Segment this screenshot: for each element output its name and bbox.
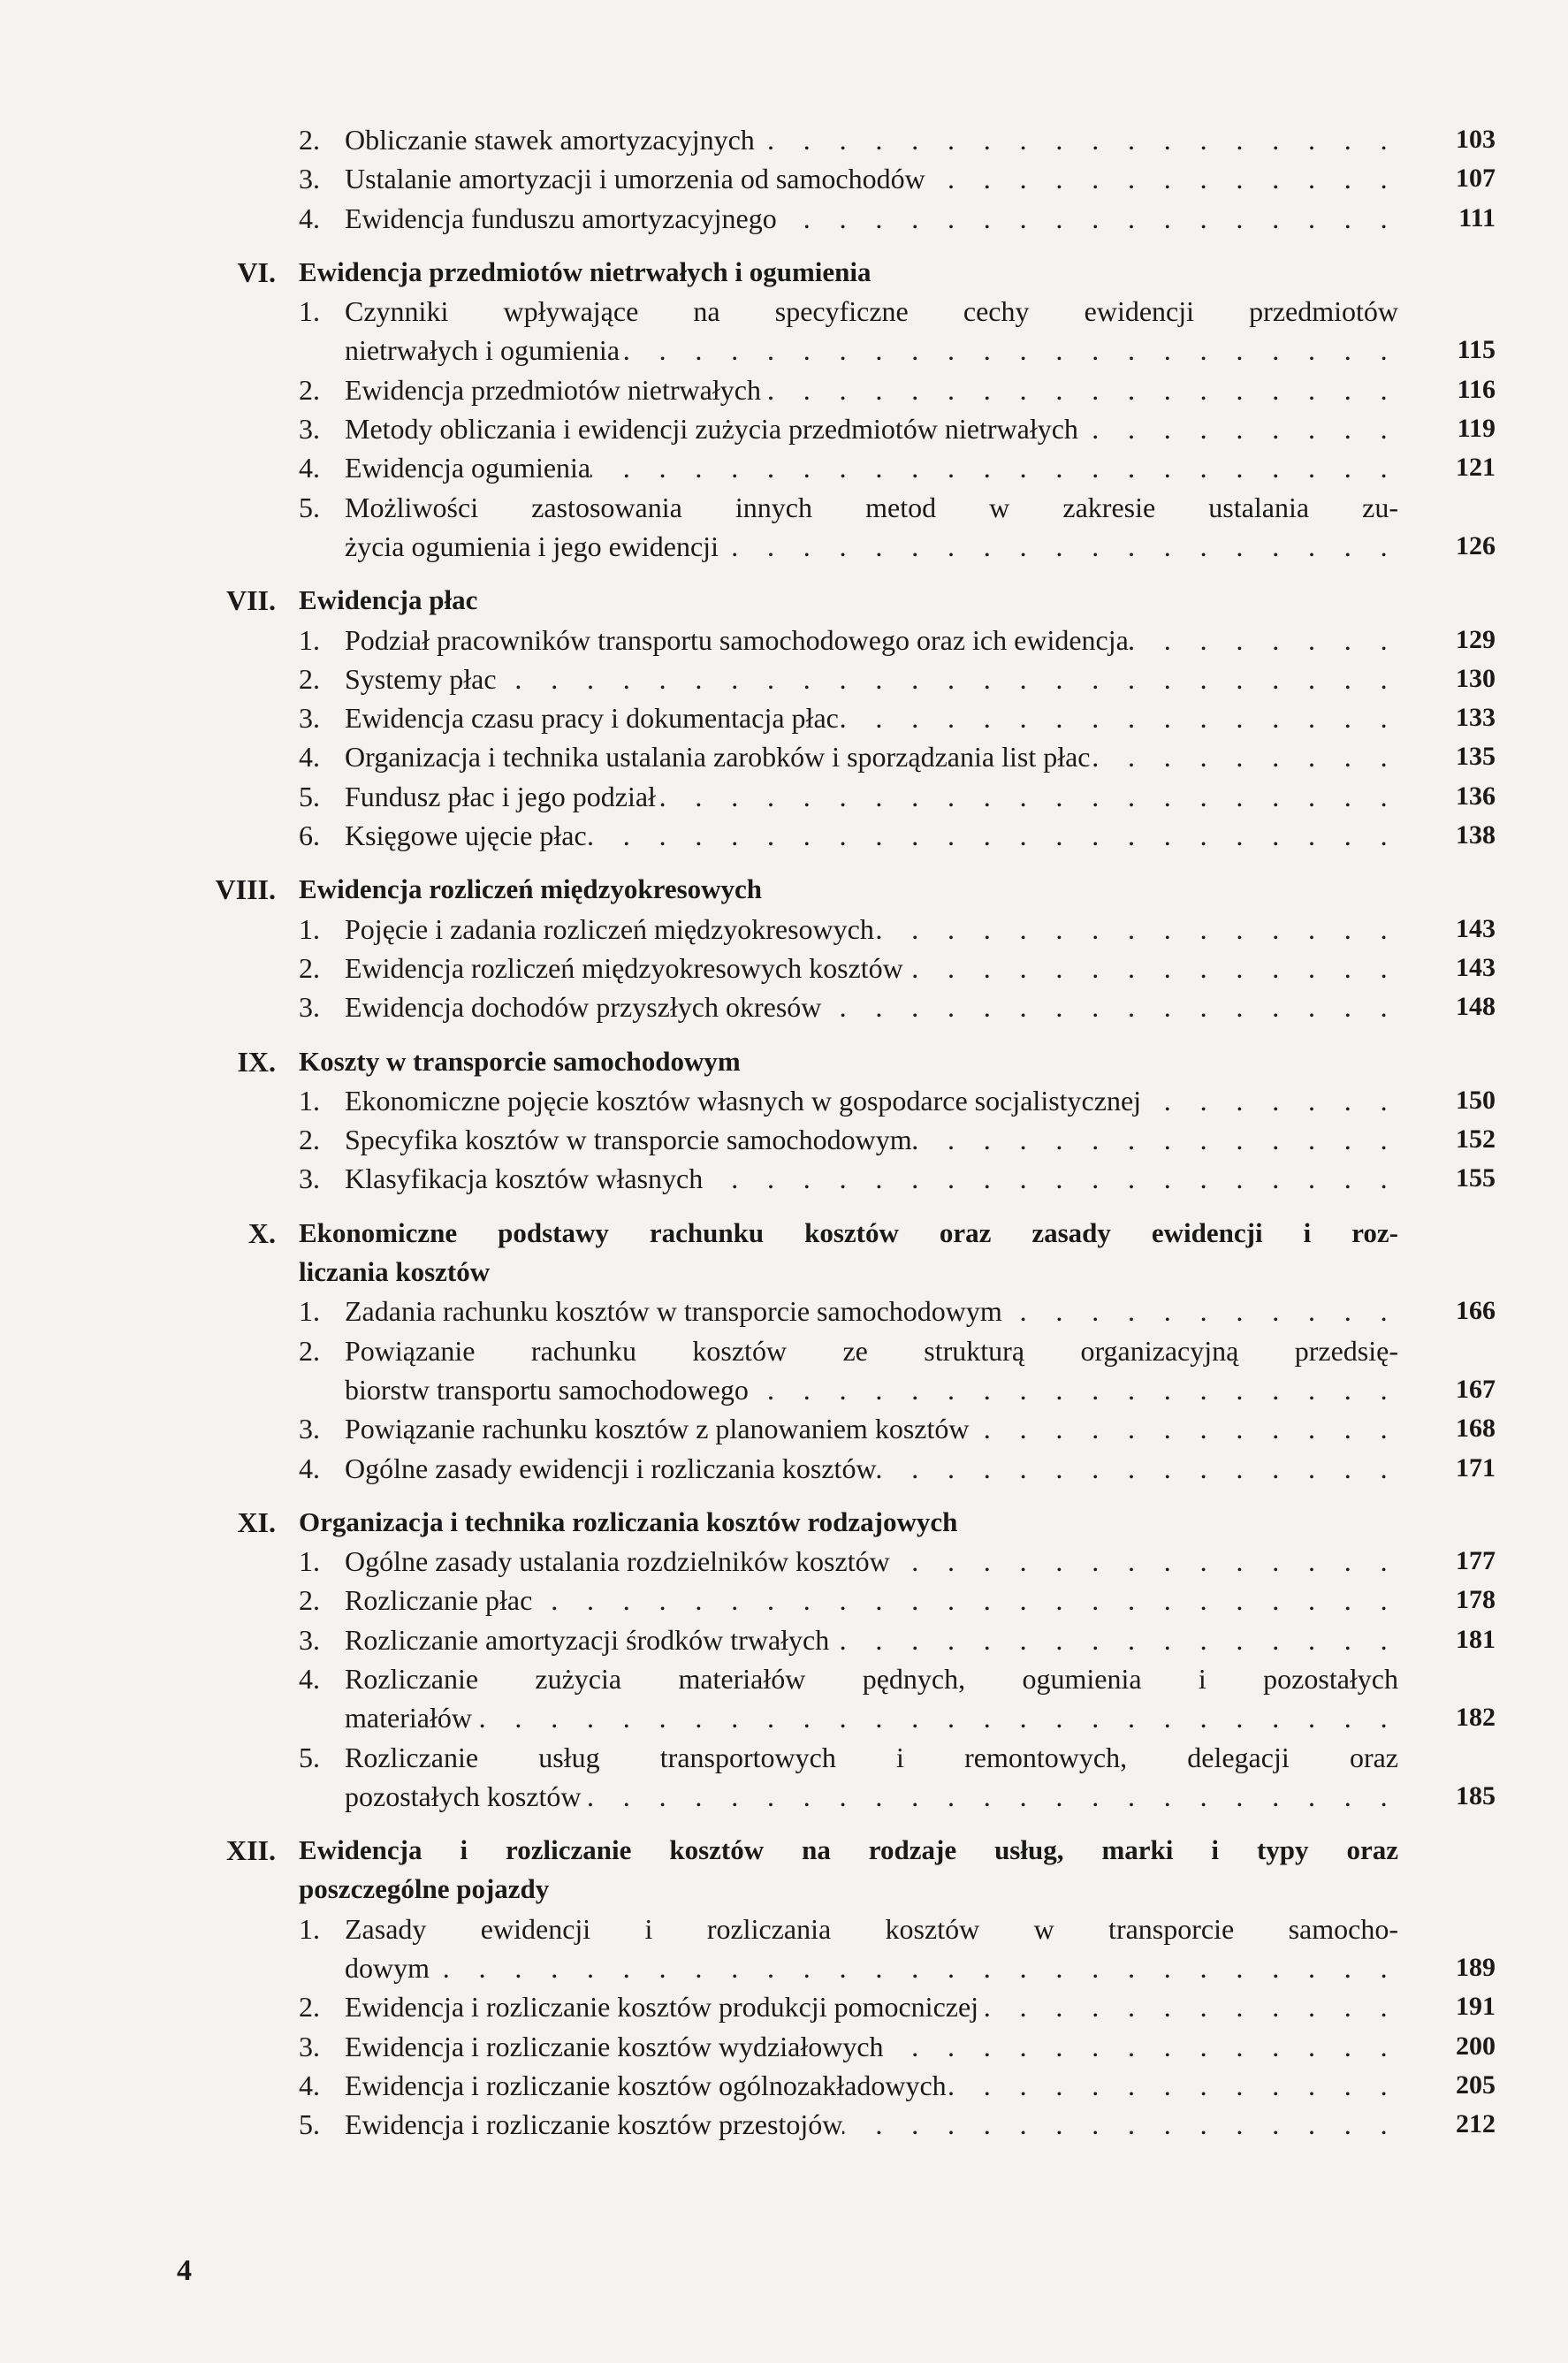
chapter-number: XII. <box>225 1834 276 1867</box>
entry-page: 130 <box>1456 663 1496 693</box>
entry-number: 2. <box>299 1124 320 1156</box>
entry-number: 3. <box>299 1623 320 1656</box>
entry-title: Ewidencja rozliczeń międzyokresowych kosztów <box>345 951 903 984</box>
toc-entry <box>0 527 1568 566</box>
entry-text <box>345 1909 1398 1948</box>
toc-entry <box>0 1292 1568 1330</box>
entry-text <box>345 698 1398 737</box>
entry-title: materiałów <box>345 1702 472 1734</box>
chapter-section <box>0 581 1568 855</box>
chapter-heading-line <box>0 581 1568 620</box>
entry-number: 1. <box>299 1912 320 1945</box>
entry-page: 103 <box>1456 125 1496 154</box>
entry-title: Podział pracowników transportu samochodowego oraz ich ewidencja <box>345 623 1129 656</box>
chapter-heading-line <box>0 1214 1568 1253</box>
toc-entry <box>0 1120 1568 1159</box>
toc-entry <box>0 1542 1568 1581</box>
toc-entry <box>0 1449 1568 1488</box>
entry-number: 2. <box>299 951 320 984</box>
entry-text <box>345 1738 1398 1777</box>
toc-entry <box>0 1909 1568 1948</box>
toc-entry <box>0 1331 1568 1370</box>
entry-text <box>345 816 1398 855</box>
entry-page: 171 <box>1456 1452 1496 1483</box>
dot-leader <box>1091 737 1399 776</box>
entry-text <box>345 1370 1398 1409</box>
toc-entry <box>0 409 1568 448</box>
dot-leader <box>842 2105 1398 2144</box>
entry-page: 121 <box>1456 453 1496 483</box>
entry-title: Powiązanie rachunku kosztów ze strukturą organizacyjną przedsię- <box>345 1334 1398 1367</box>
toc-entry <box>0 1370 1568 1409</box>
entry-text <box>345 949 1398 987</box>
entry-page: 205 <box>1456 2070 1496 2100</box>
toc-entry <box>0 2066 1568 2105</box>
dot-leader <box>829 1620 1398 1659</box>
entry-number: 3. <box>299 2030 320 2062</box>
entry-text <box>345 1987 1398 2026</box>
toc-entry <box>0 292 1568 331</box>
dot-leader <box>430 1948 1398 1987</box>
entry-text <box>345 1542 1398 1581</box>
entry-title: Powiązanie rachunku kosztów z planowaniem kosztów <box>345 1413 970 1445</box>
entry-text <box>345 1081 1398 1120</box>
entry-text <box>345 199 1398 238</box>
entry-title: Rozliczanie amortyzacji środków trwałych <box>345 1623 830 1656</box>
entry-page: 191 <box>1456 1992 1496 2022</box>
entry-number: 4. <box>299 452 320 484</box>
entry-title: pozostałych kosztów <box>345 1780 582 1812</box>
entry-text <box>345 1620 1398 1659</box>
chapter-section <box>0 253 1568 566</box>
entry-number: 4. <box>299 741 320 774</box>
entry-title: Rozliczanie zużycia materiałów pędnych, ogumienia i pozostałych <box>345 1662 1398 1695</box>
entry-title: Ogólne zasady ustalania rozdzielników kosztów <box>345 1545 890 1578</box>
entry-text <box>345 1449 1398 1488</box>
dot-leader <box>620 331 1398 370</box>
entry-title: Księgowe ujęcie płac <box>345 819 587 852</box>
dot-leader <box>719 527 1398 566</box>
entry-text <box>345 488 1398 527</box>
entry-text <box>345 621 1398 659</box>
entry-number: 5. <box>299 2108 320 2141</box>
entry-title: Czynniki wpływające na specyficzne cechy ewidencji przedmiotów <box>345 295 1398 328</box>
dot-leader <box>877 1449 1398 1488</box>
entry-text <box>345 1292 1398 1330</box>
toc-entry <box>0 737 1568 776</box>
toc-entry <box>0 621 1568 659</box>
toc-entry <box>0 488 1568 527</box>
chapter-section <box>0 870 1568 1026</box>
entry-title: Ewidencja dochodów przyszłych okresów <box>345 991 822 1024</box>
entry-text <box>345 1777 1398 1816</box>
entry-page: 189 <box>1456 1953 1496 1983</box>
entry-text <box>345 987 1398 1026</box>
entry-title: Pojęcie i zadania rozliczeń międzyokresowych <box>345 912 874 945</box>
entry-text <box>345 1698 1398 1737</box>
entry-number: 6. <box>299 819 320 852</box>
page-number: 4 <box>177 2254 192 2287</box>
entry-title: biorstw transportu samochodowego <box>345 1373 749 1406</box>
chapter-title: Ekonomiczne podstawy rachunku kosztów oraz zasady ewidencji i roz- <box>299 1216 1398 1248</box>
toc-entry <box>0 1948 1568 1987</box>
toc-entry <box>0 331 1568 370</box>
entry-number: 4. <box>299 2069 320 2101</box>
toc-entry <box>0 1738 1568 1777</box>
toc-entry <box>0 2027 1568 2066</box>
entry-title: Ewidencja i rozliczanie kosztów przestojów <box>345 2108 843 2141</box>
dot-leader <box>703 1159 1398 1198</box>
entry-number: 3. <box>299 1162 320 1195</box>
entry-number: 3. <box>299 991 320 1024</box>
entry-number: 2. <box>299 1584 320 1617</box>
entry-page: 133 <box>1456 703 1496 733</box>
entry-number: 5. <box>299 780 320 812</box>
entry-title: Specyfika kosztów w transporcie samochodowym <box>345 1124 912 1156</box>
entry-title: życia ogumienia i jego ewidencji <box>345 530 719 562</box>
dot-leader <box>587 816 1398 855</box>
dot-leader <box>839 698 1398 737</box>
dot-leader <box>874 910 1398 949</box>
entry-page: 182 <box>1456 1703 1496 1733</box>
entry-page: 185 <box>1456 1780 1496 1810</box>
entry-title: Zasady ewidencji i rozliczania kosztów w transporcie samocho- <box>345 1912 1398 1945</box>
entry-page: 155 <box>1456 1163 1496 1193</box>
entry-text <box>345 331 1398 370</box>
toc-entry <box>0 370 1568 409</box>
chapter-title: Ewidencja płac <box>299 584 478 616</box>
chapter-number: XI. <box>237 1505 276 1538</box>
entry-text <box>345 1581 1398 1620</box>
dot-leader <box>497 659 1398 698</box>
entry-page: 168 <box>1456 1414 1496 1444</box>
entry-number: 5. <box>299 491 320 523</box>
entry-page: 143 <box>1456 913 1496 943</box>
dot-leader <box>582 1777 1399 1816</box>
entry-text <box>345 370 1398 409</box>
entry-page: 116 <box>1457 374 1496 404</box>
entry-text <box>345 2066 1398 2105</box>
entry-title: Ewidencja przedmiotów nietrwałych <box>345 373 761 406</box>
dot-leader <box>761 370 1398 409</box>
toc-entry <box>0 120 1568 159</box>
chapter-title: Organizacja i technika rozliczania kosztów rodzajowych <box>299 1505 958 1537</box>
entry-title: Ewidencja i rozliczanie kosztów wydziałowych <box>345 2030 884 2062</box>
toc-entry <box>0 816 1568 855</box>
entry-title: Ewidencja czasu pracy i dokumentacja płac <box>345 702 839 735</box>
entry-number: 1. <box>299 623 320 656</box>
toc-entry <box>0 1987 1568 2026</box>
entry-title: Ogólne zasady ewidencji i rozliczania kosztów <box>345 1452 877 1484</box>
entry-title: Fundusz płac i jego podział <box>345 780 656 812</box>
entry-title: Metody obliczania i ewidencji zużycia przedmiotów nietrwałych <box>345 413 1078 446</box>
chapter-section <box>0 1503 1568 1816</box>
entry-text <box>345 1331 1398 1370</box>
chapter-heading-line <box>0 1870 1568 1909</box>
entry-text <box>345 159 1398 198</box>
entry-text <box>345 527 1398 566</box>
dot-leader <box>903 949 1398 987</box>
chapter-number: IX. <box>237 1045 276 1078</box>
chapter-number: VIII. <box>215 873 276 906</box>
toc-entry <box>0 987 1568 1026</box>
entry-number: 2. <box>299 373 320 406</box>
toc-entry <box>0 2105 1568 2144</box>
entry-number: 2. <box>299 662 320 695</box>
entry-page: 129 <box>1456 624 1496 654</box>
entry-page: 136 <box>1456 781 1496 811</box>
entry-number: 3. <box>299 1413 320 1445</box>
entry-title: Ustalanie amortyzacji i umorzenia od samochodów <box>345 163 925 195</box>
entry-title: Klasyfikacja kosztów własnych <box>345 1162 704 1195</box>
entry-page: 111 <box>1458 202 1496 232</box>
toc-entry <box>0 448 1568 487</box>
chapter-title: liczania kosztów <box>299 1256 491 1288</box>
entry-title: Możliwości zastosowania innych metod w zakresie ustalania zu- <box>345 491 1398 523</box>
chapter-section <box>0 1042 1568 1199</box>
chapter-heading-line <box>0 1042 1568 1081</box>
entry-text <box>345 737 1398 776</box>
dot-leader <box>912 1120 1398 1159</box>
entry-number: 3. <box>299 413 320 446</box>
entry-title: Ewidencja i rozliczanie kosztów produkcji pomocniczej <box>345 1991 979 2024</box>
entry-text <box>345 1409 1398 1448</box>
entry-page: 178 <box>1456 1585 1496 1615</box>
entry-text <box>345 777 1398 816</box>
chapter-title: Ewidencja przedmiotów nietrwałych i ogumienia <box>299 255 872 287</box>
entry-title: Rozliczanie płac <box>345 1584 533 1617</box>
toc-entry <box>0 1698 1568 1737</box>
entry-page: 177 <box>1456 1546 1496 1576</box>
dot-leader <box>755 120 1398 159</box>
toc-entry <box>0 949 1568 987</box>
entry-text <box>345 409 1398 448</box>
entry-text <box>345 292 1398 331</box>
entry-page: 150 <box>1456 1085 1496 1115</box>
dot-leader <box>472 1698 1398 1737</box>
entry-number: 4. <box>299 1662 320 1695</box>
entry-text <box>345 1159 1398 1198</box>
entry-text <box>345 659 1398 698</box>
chapter-title: Ewidencja rozliczeń międzyokresowych <box>299 873 763 905</box>
entry-page: 119 <box>1457 414 1496 444</box>
entry-page: 126 <box>1456 530 1496 560</box>
entry-text <box>345 1948 1398 1987</box>
entry-page: 200 <box>1456 2031 1496 2061</box>
entry-title: Systemy płac <box>345 662 497 695</box>
toc-entry <box>0 1620 1568 1659</box>
dot-leader <box>821 987 1398 1026</box>
dot-leader <box>590 448 1398 487</box>
dot-leader <box>777 199 1398 238</box>
entry-title: Ewidencja ogumienia <box>345 452 591 484</box>
toc-entry <box>0 1159 1568 1198</box>
dot-leader <box>1078 409 1398 448</box>
entry-title: Ewidencja funduszu amortyzacyjnego <box>345 202 777 234</box>
entry-title: Ewidencja i rozliczanie kosztów ogólnozakładowych <box>345 2069 947 2101</box>
entry-text <box>345 2105 1398 2144</box>
entry-title: Ekonomiczne pojęcie kosztów własnych w gospodarce socjalistycznej <box>345 1084 1142 1117</box>
entry-page: 143 <box>1456 952 1496 982</box>
dot-leader <box>1002 1292 1398 1330</box>
toc-entry <box>0 199 1568 238</box>
entry-page: 212 <box>1456 2109 1496 2139</box>
entry-page: 115 <box>1457 335 1496 365</box>
entry-number: 2. <box>299 1334 320 1367</box>
entry-text <box>345 2027 1398 2066</box>
dot-leader <box>532 1581 1398 1620</box>
dot-leader <box>1129 621 1398 659</box>
entry-title: Zadania rachunku kosztów w transporcie samochodowym <box>345 1295 1002 1328</box>
chapter-title: Ewidencja i rozliczanie kosztów na rodzaje usług, marki i typy oraz <box>299 1834 1398 1866</box>
dot-leader <box>656 777 1398 816</box>
entry-page: 166 <box>1456 1296 1496 1326</box>
toc-entry <box>0 777 1568 816</box>
entry-text <box>345 910 1398 949</box>
dot-leader <box>884 2027 1398 2066</box>
chapter-title: poszczególne pojazdy <box>299 1873 550 1905</box>
entry-number: 1. <box>299 295 320 328</box>
dot-leader <box>978 1987 1398 2026</box>
entry-text <box>345 120 1398 159</box>
entry-number: 4. <box>299 202 320 234</box>
entry-page: 107 <box>1456 164 1496 194</box>
entry-number: 2. <box>299 124 320 156</box>
entry-page: 181 <box>1456 1624 1496 1654</box>
toc-entry <box>0 159 1568 198</box>
entry-number: 3. <box>299 702 320 735</box>
toc-entry <box>0 1409 1568 1448</box>
entry-page: 152 <box>1456 1124 1496 1155</box>
chapter-section <box>0 120 1568 238</box>
chapter-heading-line <box>0 870 1568 909</box>
entry-number: 1. <box>299 1084 320 1117</box>
entry-number: 3. <box>299 163 320 195</box>
entry-title: Organizacja i technika ustalania zarobków i sporządzania list płac <box>345 741 1091 774</box>
dot-leader <box>925 159 1398 198</box>
entry-number: 1. <box>299 1545 320 1578</box>
entry-text <box>345 1120 1398 1159</box>
chapter-title: Koszty w transporcie samochodowym <box>299 1045 741 1077</box>
chapter-number: VII. <box>225 584 276 617</box>
dot-leader <box>969 1409 1398 1448</box>
table-of-contents <box>0 120 1568 2145</box>
entry-page: 135 <box>1456 742 1496 772</box>
entry-page: 138 <box>1456 820 1496 850</box>
chapter-heading-line <box>0 253 1568 292</box>
toc-entry <box>0 1581 1568 1620</box>
entry-number: 1. <box>299 1295 320 1328</box>
toc-entry <box>0 698 1568 737</box>
entry-title: Obliczanie stawek amortyzacyjnych <box>345 124 755 156</box>
chapter-heading-line <box>0 1503 1568 1542</box>
entry-number: 4. <box>299 1452 320 1484</box>
entry-number: 5. <box>299 1741 320 1773</box>
chapter-heading-line <box>0 1831 1568 1870</box>
entry-text <box>345 448 1398 487</box>
chapter-number: VI. <box>237 255 276 288</box>
dot-leader <box>749 1370 1398 1409</box>
chapter-number: X. <box>247 1216 276 1249</box>
entry-number: 2. <box>299 1991 320 2024</box>
entry-page: 148 <box>1456 992 1496 1022</box>
chapter-heading-line <box>0 1253 1568 1292</box>
toc-entry <box>0 659 1568 698</box>
entry-title: nietrwałych i ogumienia <box>345 334 620 367</box>
entry-title: Rozliczanie usług transportowych i remontowych, delegacji oraz <box>345 1741 1398 1773</box>
entry-title: dowym <box>345 1952 430 1985</box>
toc-entry <box>0 1777 1568 1816</box>
dot-leader <box>947 2066 1398 2105</box>
toc-entry <box>0 910 1568 949</box>
toc-entry <box>0 1081 1568 1120</box>
entry-page: 167 <box>1456 1374 1496 1404</box>
toc-entry <box>0 1659 1568 1698</box>
dot-leader <box>1141 1081 1398 1120</box>
entry-number: 1. <box>299 912 320 945</box>
chapter-section <box>0 1214 1568 1488</box>
chapter-section <box>0 1831 1568 2144</box>
entry-text <box>345 1659 1398 1698</box>
dot-leader <box>890 1542 1398 1581</box>
